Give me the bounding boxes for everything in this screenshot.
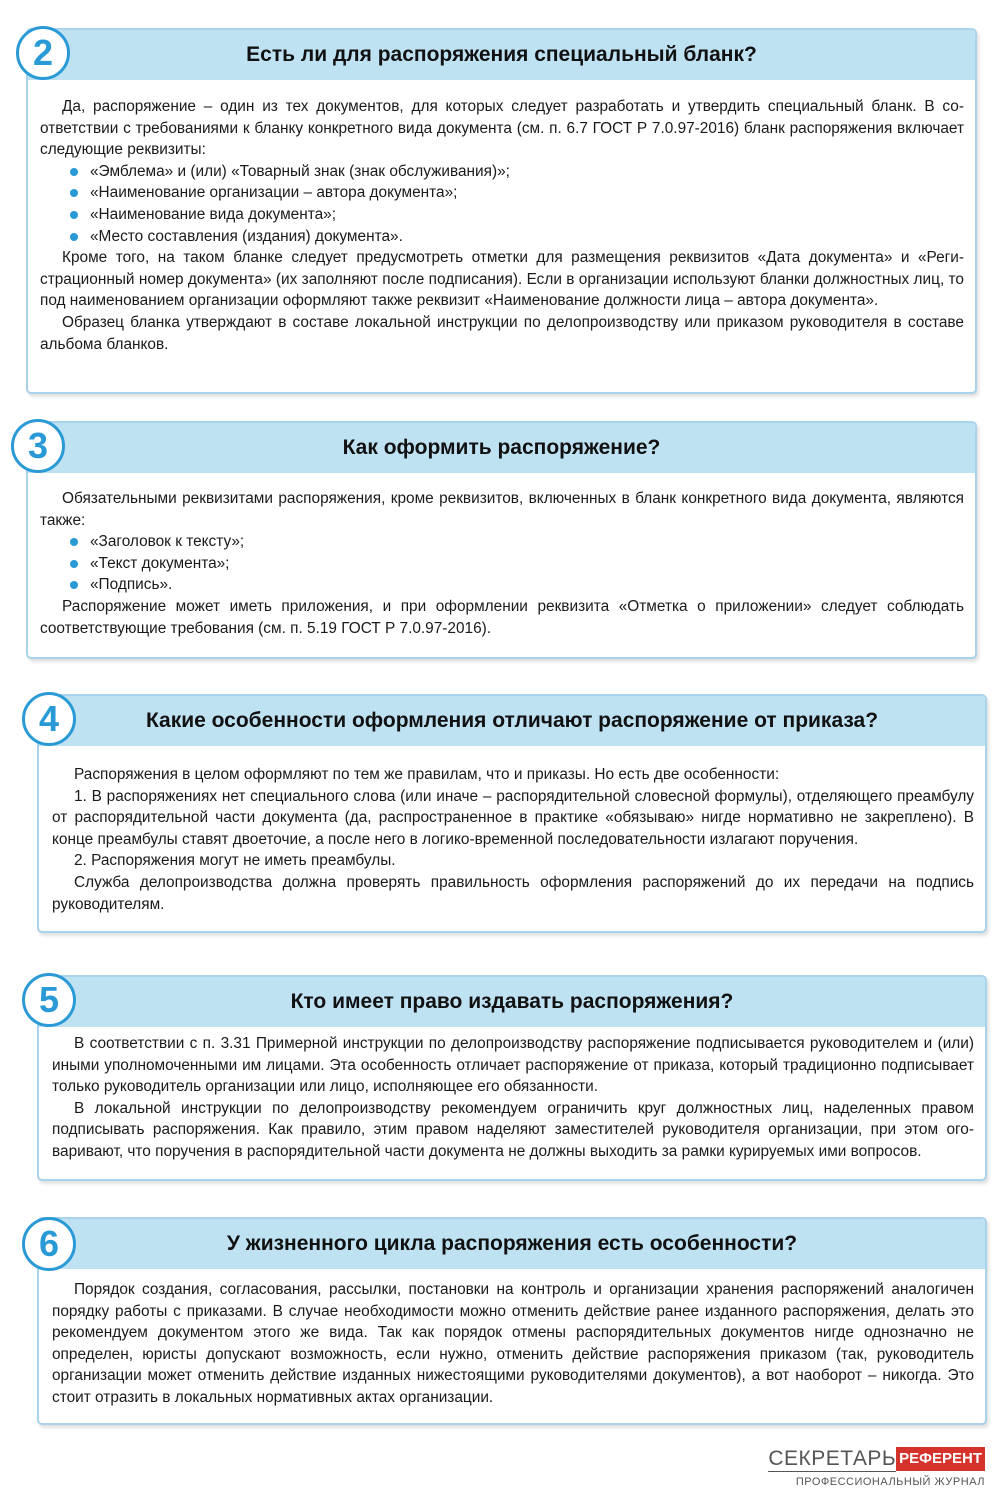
section-3-paragraph: Обязательными реквизитами распоряжения, кроме реквизитов, включенных в бланк конкретного вида документа, являются также: [40,490,964,529]
section-3-paragraph: Распоряжение может иметь приложения, и при оформлении реквизита «Отметка о приложении» следует соблюдать соответствующие требования (см. п. 5.19 ГОСТ Р 7.0.97-2016). [40,597,964,637]
section-3-body [40,488,964,639]
section-2-body [40,96,964,355]
section-4-header [39,696,985,746]
section-2-paragraph: Кроме того, на таком бланке следует предусмотреть отметки для размещения реквизитов «Дата документа» и «Регистрационный номер документа» (их заполняют после подписания). Если в организации используют бланки должностных лиц, то под наименованием организации оформляют также реквизит «Наименование должности лица – автора документа». [40,249,964,310]
section-4-paragraph: 2. Распоряжения могут не иметь преамбулы. [74,852,396,870]
section-6-title: У жизненного цикла распоряжения есть особенности? [226,1232,798,1255]
list-item: «Место составления (издания) документа». [40,226,964,248]
section-5-paragraph: В соответствии с п. 3.31 Примерной инструкции по делопроизводству распоряжение подписывается руководителем и (или) иными уполномоченными им лицами. Эта особенность отличает распоряжение от приказа, который традиционно подписывает только руководитель организации или лицо, исполняющее его обязанности. [52,1035,974,1096]
section-5-number-badge [22,973,76,1027]
section-6-paragraph: Порядок создания, согласования, рассылки, постановки на контроль и организации хранения распоряжений аналогичен порядку работы с приказами. В случае необходимости можно отменить действие ранее изданного распоряжения, делать это рекомендуем документом этого же вида. Так как порядок отмены распорядительных документов нигде однозначно не определен, юристы допускают возможность, если нужно, отменить действие распоряжения приказом (так, руководитель организации может отменить действие изданных нижестоящими руководителями документов), а вот наоборот – никогда. Это стоит отразить в локальных нормативных актах организации. [52,1281,974,1406]
section-4-paragraph: 1. В распоряжениях нет специального слова (или иначе – распорядительной словесной формулы), отделяющего преамбулу от распорядительной части документа (да, распространенное в практике «обязываю» нигде нормативно не закреплено). В конце преамбулы ставят двоеточие, а после него в логико-временной последовательности излагают поручения. [52,787,974,848]
section-3-list [40,531,964,596]
list-item: «Эмблема» и (или) «Товарный знак (знак обслуживания)»; [40,161,964,183]
section-3-header [28,423,975,473]
bullet-icon [70,189,78,197]
section-6-number: 6 [38,1223,60,1264]
section-4-number-badge [22,692,76,746]
bullet-icon [70,168,78,176]
brand-logo [768,1446,985,1488]
list-item: «Наименование организации – автора документа»; [40,182,964,204]
section-4-paragraph: Служба делопроизводства должна проверять правильность оформления распоряжений до их передачи на подпись руководителям. [52,873,974,913]
section-5-header [39,977,985,1027]
logo-part-1: СЕКРЕТАРЬ [768,1446,897,1470]
section-3-title: Как оформить распоряжение? [342,436,661,459]
section-6-number-badge [22,1217,76,1271]
bullet-icon [70,538,78,546]
section-5-body [52,1033,974,1163]
section-6-header [39,1219,985,1269]
section-4-body [52,764,974,915]
section-5-title: Кто имеет право издавать распоряжения? [290,990,734,1013]
section-3-number: 3 [27,425,49,466]
list-item: «Подпись». [40,574,964,596]
section-4-title: Какие особенности оформления отличают распоряжение от приказа? [145,709,879,732]
section-2-title: Есть ли для распоряжения специальный бланк? [246,43,757,66]
list-item: «Заголовок к тексту»; [40,531,964,553]
logo-wordmark [768,1446,985,1472]
section-5-paragraph: В локальной инструкции по делопроизводству рекомендуем ограничить круг должностных лиц, наделенных правом подписывать распоряжения. Как правило, этим правом наделяют заместителей руководителя организации, при этом оговаривают, что поручения в распорядительной части документа не должны выходить за рамки курируемых ими вопросов. [52,1099,974,1160]
list-item: «Текст документа»; [40,553,964,575]
section-2-number-badge [16,26,70,80]
section-2-paragraph: Да, распоряжение – один из тех документов, для которых следует разработать и утвердить специальный бланк. В соответствии с требованиями к бланку конкретного вида документа (см. п. 6.7 ГОСТ Р 7.0.97-2016) бланк распоряжения включает следующие реквизиты: [40,98,964,159]
section-4-paragraph: Распоряжения в целом оформляют по тем же правилам, что и приказы. Но есть две особенности: [74,766,780,783]
list-item: «Наименование вида документа»; [40,204,964,226]
bullet-icon [70,233,78,241]
section-5-number: 5 [38,979,60,1020]
bullet-icon [70,581,78,589]
section-3-number-badge [11,419,65,473]
section-2-number: 2 [32,32,54,73]
section-2-header [28,30,975,80]
section-2-list [40,161,964,247]
logo-subtitle: ПРОФЕССИОНАЛЬНЫЙ ЖУРНАЛ [795,1476,985,1488]
bullet-icon [70,211,78,219]
section-6-body [52,1279,974,1409]
section-2-paragraph: Образец бланка утверждают в составе локальной инструкции по делопроизводству или приказом руководителя в составе альбома бланков. [40,313,964,353]
logo-part-2: РЕФЕРЕНТ [896,1447,985,1471]
bullet-icon [70,560,78,568]
section-4-number: 4 [38,698,60,739]
